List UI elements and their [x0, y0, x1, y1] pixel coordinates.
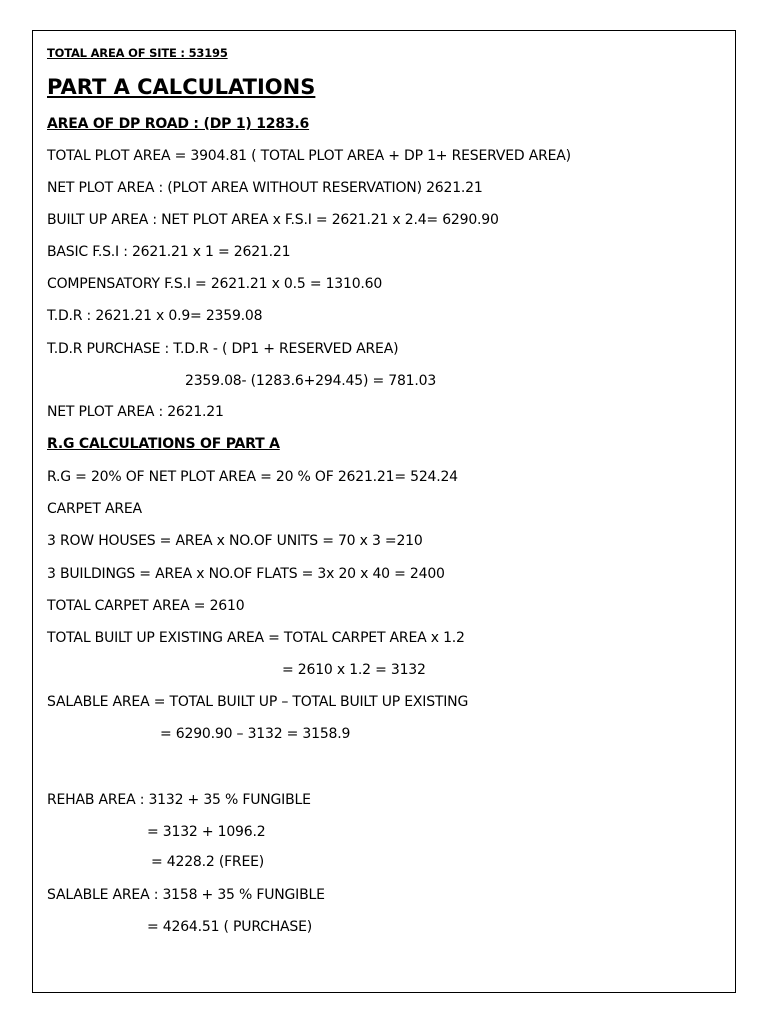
total-built-up-existing-line: TOTAL BUILT UP EXISTING AREA = TOTAL CARPET AREA x 1.2	[47, 630, 465, 646]
tdr-purchase-calculation: 2359.08- (1283.6+294.45) = 781.03	[185, 373, 437, 389]
net-plot-area-line: NET PLOT AREA : (PLOT AREA WITHOUT RESERVATION) 2621.21	[47, 180, 483, 196]
basic-fsi-line: BASIC F.S.I : 2621.21 x 1 = 2621.21	[47, 244, 291, 260]
rehab-area-result: = 4228.2 (FREE)	[151, 854, 265, 870]
rehab-area-calc: = 3132 + 1096.2	[147, 824, 266, 840]
page-title: PART A CALCULATIONS	[47, 75, 316, 99]
net-plot-area-repeat-line: NET PLOT AREA : 2621.21	[47, 404, 224, 420]
salable-area-line: SALABLE AREA = TOTAL BUILT UP – TOTAL BUILT UP EXISTING	[47, 694, 469, 710]
tdr-purchase-line: T.D.R PURCHASE : T.D.R - ( DP1 + RESERVED AREA)	[47, 341, 399, 357]
buildings-line: 3 BUILDINGS = AREA x NO.OF FLATS = 3x 20 x 40 = 2400	[47, 566, 445, 582]
site-area-heading: TOTAL AREA OF SITE : 53195	[47, 46, 228, 60]
rehab-area-line: REHAB AREA : 3132 + 35 % FUNGIBLE	[47, 792, 311, 808]
carpet-area-line: CARPET AREA	[47, 501, 142, 517]
salable-area-purchase-result: = 4264.51 ( PURCHASE)	[147, 919, 313, 935]
salable-area-calc: = 6290.90 – 3132 = 3158.9	[160, 726, 351, 742]
dp-road-heading: AREA OF DP ROAD : (DP 1) 1283.6	[47, 116, 310, 132]
tdr-line: T.D.R : 2621.21 x 0.9= 2359.08	[47, 308, 263, 324]
total-plot-area-line: TOTAL PLOT AREA = 3904.81 ( TOTAL PLOT AREA + DP 1+ RESERVED AREA)	[47, 148, 571, 164]
salable-area-fungible-line: SALABLE AREA : 3158 + 35 % FUNGIBLE	[47, 887, 325, 903]
row-houses-line: 3 ROW HOUSES = AREA x NO.OF UNITS = 70 x 3 =210	[47, 533, 423, 549]
total-built-up-existing-calc: = 2610 x 1.2 = 3132	[282, 662, 426, 678]
built-up-area-line: BUILT UP AREA : NET PLOT AREA x F.S.I = 2621.21 x 2.4= 6290.90	[47, 212, 499, 228]
compensatory-fsi-line: COMPENSATORY F.S.I = 2621.21 x 0.5 = 1310.60	[47, 276, 383, 292]
rg-line: R.G = 20% OF NET PLOT AREA = 20 % OF 2621.21= 524.24	[47, 469, 458, 485]
total-carpet-area-line: TOTAL CARPET AREA = 2610	[47, 598, 245, 614]
rg-heading: R.G CALCULATIONS OF PART A	[47, 436, 280, 452]
